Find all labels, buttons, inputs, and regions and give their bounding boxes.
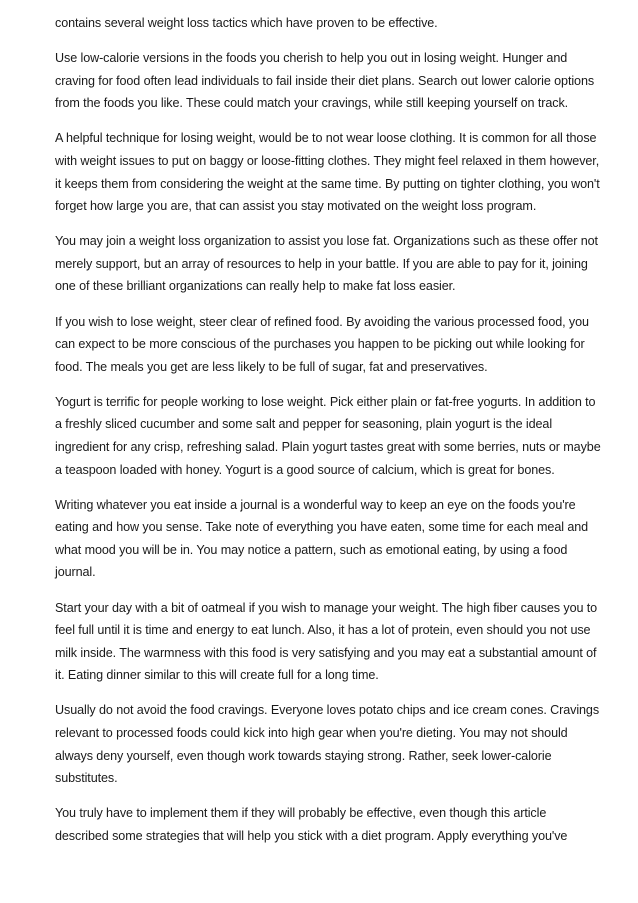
- paragraph-low-calorie: Use low-calorie versions in the foods you cherish to help you out in losing weight. Hunger and craving for food often lead individuals to fail inside their diet plans. Search out lower calorie options from the foods you like. These could match your cravings, while still keeping yourself on track.: [55, 51, 595, 111]
- paragraph-food-cravings: Usually do not avoid the food cravings. Everyone loves potato chips and ice cream cones. Cravings relevant to processed foods could kick into high gear when you're dieting. You may not should always deny yourself, even though work towards staying strong. Rather, seek lower-calorie substitutes.: [55, 703, 600, 786]
- paragraph-weight-loss-organization: You may join a weight loss organization to assist you lose fat. Organizations such as these offer not merely support, but an array of resources to help in your battle. If you are able to pay for it, joining one of these brilliant organizations can really help to make fat loss easier.: [55, 234, 598, 294]
- paragraph-loose-clothing: A helpful technique for losing weight, would be to not wear loose clothing. It is common for all those with weight issues to put on baggy or loose-fitting clothes. They might feel relaxed in them however, it keeps them from considering the weight at the same time. By putting on tighter clothing, you won't forget how large you are, that can assist you stay motivated on the weight loss program.: [55, 131, 600, 214]
- paragraph-intro-tail: contains several weight loss tactics which have proven to be effective.: [55, 16, 438, 30]
- document-page: [55, 12, 603, 860]
- paragraph-food-journal: Writing whatever you eat inside a journal is a wonderful way to keep an eye on the foods you're eating and how you sense. Take note of everything you have eaten, some time for each meal and what mood you will be in. You may notice a pattern, such as emotional eating, by using a food journal.: [55, 497, 589, 580]
- paragraph-implement-strategies: You truly have to implement them if they will probably be effective, even though this article described some strategies that will help you stick with a diet program. Apply everything you've: [55, 806, 568, 843]
- paragraph-refined-food: If you wish to lose weight, steer clear of refined food. By avoiding the various processed food, you can expect to be more conscious of the purchases you happen to be picking out while looking for food. The meals you get are less likely to be full of sugar, fat and preservatives.: [55, 314, 589, 374]
- paragraph-yogurt: Yogurt is terrific for people working to lose weight. Pick either plain or fat-free yogurts. In addition to a freshly sliced cucumber and some salt and pepper for seasoning, plain yogurt is the ideal ingredient for any crisp, refreshing salad. Plain yogurt tastes great with some berries, nuts or maybe a teaspoon loaded with honey. Yogurt is a good source of calcium, which is great for bones.: [55, 394, 601, 477]
- paragraph-oatmeal: Start your day with a bit of oatmeal if you wish to manage your weight. The high fiber causes you to feel full until it is time and energy to eat lunch. Also, it has a lot of protein, even should you not use milk inside. The warmness with this food is very satisfying and you may eat a substantial amount of it. Eating dinner similar to this will create full for a long time.: [55, 600, 598, 683]
